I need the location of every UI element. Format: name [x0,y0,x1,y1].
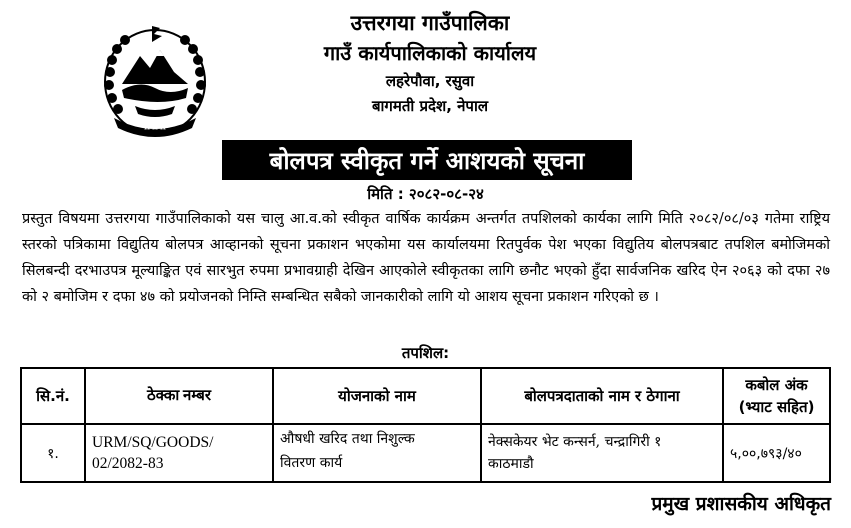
office-address: लहरेपौवा, रसुवा [385,72,475,90]
contract-no-line1: URM/SQ/GOODS/ [92,434,214,451]
details-label: तपशिल: [401,344,450,362]
bidder-line1: नेक्सकेयर भेट कन्सर्न, चन्द्रागिरी १ [488,434,662,450]
header-amount-line1: कबोल अंक [745,376,808,394]
header-contract-no: ठेक्का नम्बर [85,368,273,424]
signature-title: प्रमुख प्रशासकीय अधिकृत [651,493,831,515]
notice-title: बोलपत्र स्वीकृत गर्ने आशयको सूचना [222,140,632,180]
contract-no-line2: 02/2082-83 [92,455,164,472]
cell-sn: १. [21,424,85,482]
nepal-government-emblem-icon [100,22,210,140]
cell-bidder [481,424,723,482]
tender-table [20,367,831,483]
header-sn: सि.नं. [21,368,85,424]
cell-plan [273,424,481,482]
table-row [21,424,830,482]
plan-line2: वितरण कार्य [280,455,343,471]
table-header-row [21,368,830,424]
notice-body: प्रस्तुत विषयमा उत्तरगया गाउँपालिकाको यस चालु आ.व.को स्वीकृत वार्षिक कार्यक्रम अन्तर्गत तपशिलको कार्यका लागि मिति २०८२/०८/०३ गतेमा राष्ट्रिय स्तरको पत्रिकामा विद्युतिय बोलपत्र आव्हानको सूचना प्रकाशन भएकोमा यस कार्यालयमा रितपुर्वक पेश भएका विद्युतिय बोलपत्रबाट तपशिल बमोजिमको सिलबन्दी दरभाउपत्र मूल्याङ्कित एवं सारभुत रुपमा प्रभावग्राही देखिन आएकोले स्वीकृतका लागि छनौट भएको हुँदा सार्वजनिक खरिद ऐन २०६३ को दफा २७ को २ बमोजिम र दफा ४७ को प्रयोजनको निम्ति सम्बन्धित सबैको जानकारीको लागि यो आशय सूचना प्रकाशन गरिएको छ । [22,211,830,305]
notice-date: मिति : २०८२-०८-२४ [367,185,484,203]
header-amount-line2: (भ्याट सहित) [738,398,815,416]
cell-contract-no [85,424,273,482]
header-amount [723,368,830,424]
cell-amount: ५,००,७९३/४० [723,424,830,482]
header-plan: योजनाको नाम [273,368,481,424]
office-header [240,8,620,118]
office-name: गाउँ कार्यपालिकाको कार्यालय [323,41,537,65]
svg-text:⁂ ⁂ ⁂: ⁂ ⁂ ⁂ [144,125,166,132]
header-bidder: बोलपत्रदाताको नाम र ठेगाना [481,368,723,424]
municipality-name: उत्तरगया गाउँपालिका [350,11,510,35]
bidder-line2: काठमाडौ [488,456,534,472]
province-country: बागमती प्रदेश, नेपाल [371,97,489,115]
plan-line1: औषधी खरिद तथा निशुल्क [280,431,415,447]
